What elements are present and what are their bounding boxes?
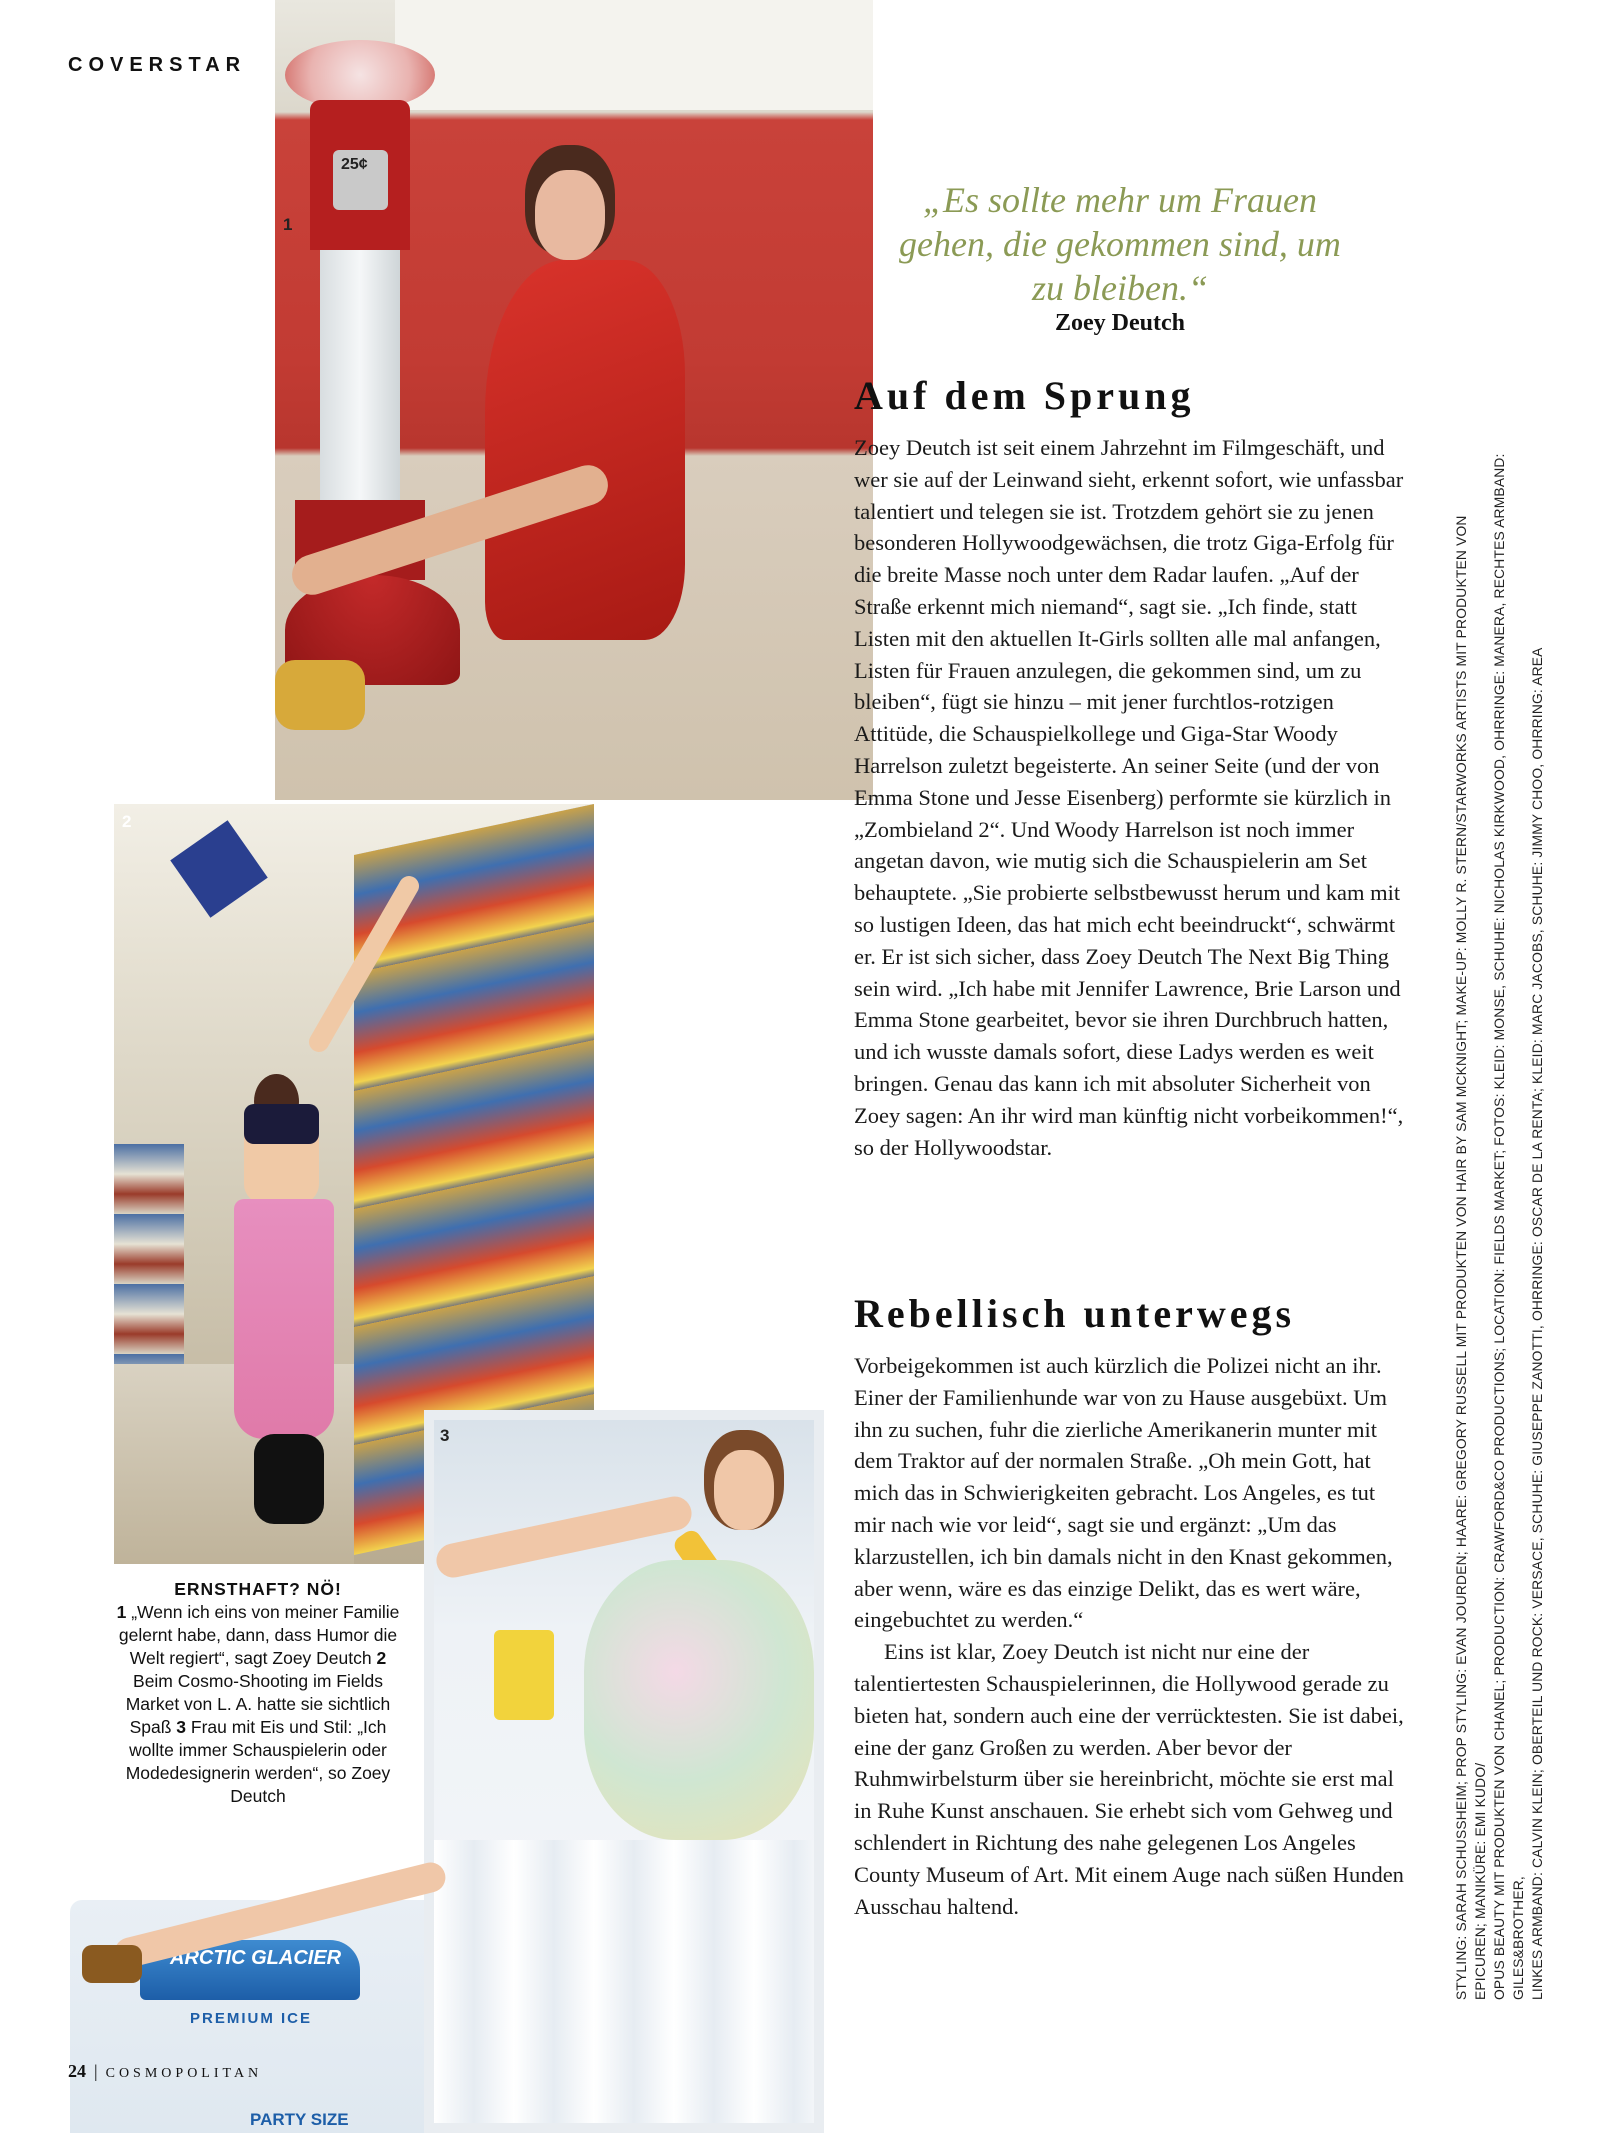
caption-num: 2 [376, 1648, 387, 1668]
paragraph: Zoey Deutch ist seit einem Jahrzehnt im Filmgeschäft, und wer sie auf der Leinwand sieht, erkennt sofort, wie unfassbar talentiert und telegen sie ist. Trotzdem gehört sie zu jenen besonderen Hollywoodgewächsen, die trotz Giga-Erfolg für die breite Masse noch unter dem Radar laufen. „Auf der Straße erkennt mich niemand“, sagt sie. „Ich finde, statt Listen mit den aktuellen It-Girls sollten alle mal anfangen, Listen für Frauen anzulegen, die gekommen sind, um zu bleiben“, fügt sie hinzu – mit jener furchtlos-rotzigen Attitüde, die Schauspielkollege und Giga-Star Woody Harrelson zuletzt begeisterte. An seiner Seite (und der von Emma Stone und Jesse Eisenberg) performte sie kürzlich in „Zombieland 2“. Und Woody Harrelson ist noch immer angetan davon, wie mutig sich die Schauspielerin am Set behauptete. „Sie probierte selbstbewusst herum und kam mit so lustigen Ideen, das hat mich echt beeindruckt“, schwärmt er. Er ist sich sicher, dass Zoey Deutch The Next Big Thing sein wird. „Ich habe mit Jennifer Lawrence, Brie Larson und Emma Stone gearbeitet, bevor sie ihren Durchbruch hatten, und ich wusste damals sofort, diese Ladys werden es weit bringen. Genau das kann ich mit absoluter Sicherheit von Zoey sagen: An ihr wird man künftig nicht vorbeikommen!“, so der Hollywoodstar. [854, 435, 1404, 1160]
page-footer: 24 | COSMOPOLITAN [68, 2061, 263, 2081]
photo-number-3: 3 [440, 1426, 450, 1445]
ice-brand: ARCTIC GLACIER [170, 1947, 342, 1969]
section-body-1 [854, 432, 1406, 1163]
section-label: COVERSTAR [68, 54, 247, 76]
caption-num: 1 [116, 1602, 127, 1622]
ice-size: PARTY SIZE [250, 2110, 349, 2129]
page-number: 24 [68, 2061, 86, 2081]
photo-1 [275, 0, 873, 800]
photo-caption [108, 1578, 408, 1808]
section-heading-2: Rebellisch unterwegs [854, 1291, 1296, 1336]
magazine-name: COSMOPOLITAN [105, 2066, 263, 2081]
caption-title: ERNSTHAFT? NÖ! [174, 1579, 342, 1599]
paragraph: Vorbeigekommen ist auch kürzlich die Polizei nicht an ihr. Einer der Familienhunde war von zu Hause ausgebüxt. Um ihn zu suchen, fuhr die zierliche Amerikanerin munter mit dem Traktor auf der normalen Straße. „Oh mein Gott, hat mich das in Schwierigkeiten gebracht. Los Angeles, es tut mir nach wie vor leid“, sagt sie und ergänzt: „Um das klarzustellen, ich bin damals nicht in den Knast gekommen, aber wenn, wäre es das einzige Delikt, das es wert wäre, eingebuchtet zu werden.“ [854, 1353, 1393, 1633]
ice-sub: PREMIUM ICE [190, 2010, 313, 2027]
pull-quote: „Es sollte mehr um Frauen gehen, die gekommen sind, um zu bleiben.“ [899, 180, 1341, 308]
section-body-2 [854, 1350, 1406, 1922]
photo-number-1: 1 [283, 215, 293, 234]
pull-quote-attribution: Zoey Deutch [1055, 310, 1185, 336]
gumball-price: 25¢ [341, 156, 368, 173]
photo-number-2: 2 [122, 812, 132, 831]
caption-text: „Wenn ich eins von meiner Familie gelernt habe, dann, dass Humor die Welt regiert“, sagt Zoey Deutch [118, 1602, 400, 1668]
caption-text: Beim Cosmo-Shooting im Fields Market von L. A. hatte sie sichtlich Spaß [125, 1671, 391, 1737]
paragraph: Eins ist klar, Zoey Deutch ist nicht nur eine der talentiertesten Schauspielerinnen, die Hollywood gerade zu bieten hat, sondern auch eine der verrücktesten. Sie ist dabei, eine der ganz Großen zu werden. Aber bevor der Ruhmwirbelsturm über sie hereinbricht, möchte sie erst mal in Ruhe Kunst anschauen. Sie erhebt sich vom Gehweg und schlendert in Richtung des nahe gelegenen Los Angeles County Museum of Art. Mit einem Auge nach süßen Hunden Ausschau haltend. [854, 1639, 1404, 1919]
photo-3 [424, 1410, 824, 2133]
caption-num: 3 [176, 1717, 187, 1737]
credits-line: STYLING: SARAH SCHUSSHEIM; PROP STYLING: EVAN JOURDEN; HAARE: GREGORY RUSSELL MIT PRODUKTEN VON HAIR BY SAM MCKNIGHT; MAKE-UP: MOLLY R. STERN/STARWORKS ARTISTS MIT PRODUKTEN VON EPICUREN; MANIKÜRE: EMI KUDO/ [1454, 515, 1488, 2000]
credits-line: OPUS BEAUTY MIT PRODUKTEN VON CHANEL; PRODUCTION: CRAWFORD&CO PRODUCTIONS; LOCATION: FIELDS MARKET; FOTOS: KLEID: MONSE, SCHUHE: NICHOLAS KIRKWOOD, OHRRINGE: MANERA, RECHTES ARMBAND: GILES&BROTHER, [1492, 453, 1526, 2000]
photo-credits [1452, 440, 1547, 2000]
caption-text: Frau mit Eis und Stil: „Ich wollte immer Schauspielerin oder Modedesignerin werden“, so Zoey Deutch [125, 1717, 391, 1806]
section-heading-1: Auf dem Sprung [854, 373, 1195, 418]
credits-line: LINKES ARMBAND: CALVIN KLEIN; OBERTEIL UND ROCK: VERSACE, SCHUHE: GIUSEPPE ZANOTTI, OHRRINGE: OSCAR DE LA RENTA; KLEID: MARC JACOBS, SCHUHE: JIMMY CHOO, OHRRING: AREA [1530, 647, 1545, 2000]
